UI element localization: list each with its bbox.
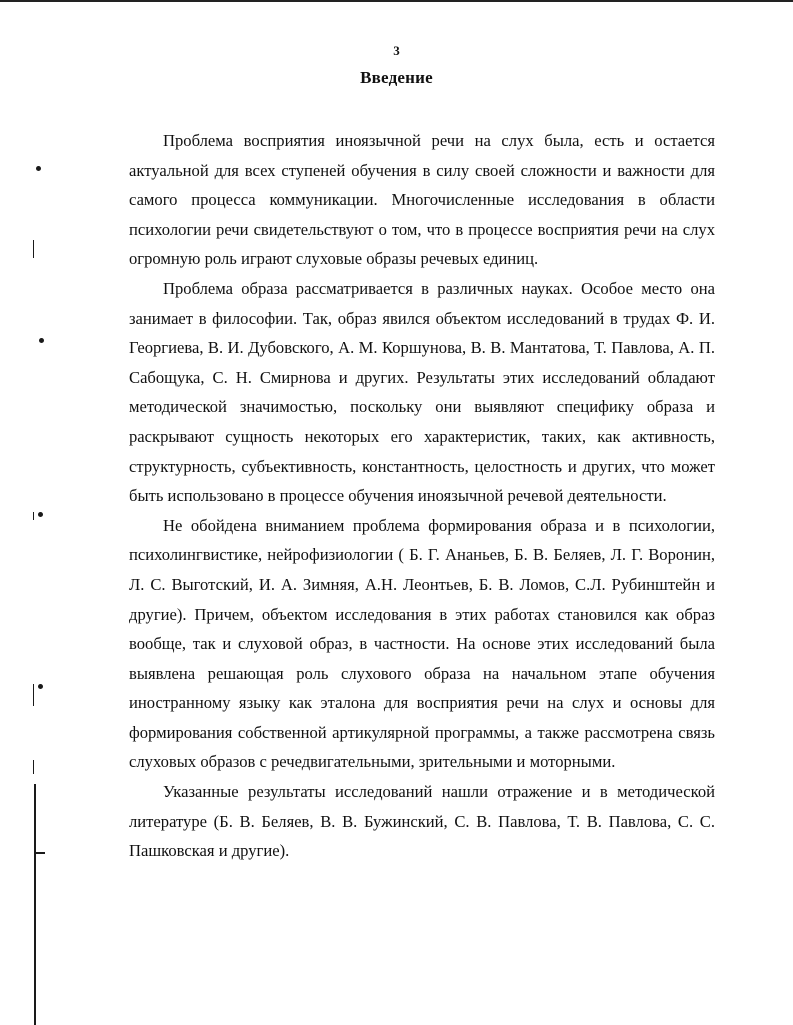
binding-hole-mark: [39, 338, 44, 343]
page-number: 3: [393, 43, 400, 58]
paragraph: Указанные результаты исследований нашли отражение и в методической литературе (Б. В. Беляев, В. В. Бужинский, С. В. Павлова, Т. В. Павлова, С. С. Пашковская и другие).: [129, 782, 715, 861]
scan-margin-line: [33, 684, 34, 706]
paragraph: Проблема восприятия иноязычной речи на слух была, есть и остается актуальной для всех ступеней обучения в силу своей сложности и важности для самого процесса коммуникации. Многочисленные исследования в области психологии речи свидетельствуют о том, что в процессе восприятия речи на слух огромную роль играют слуховые образы речевых единиц.: [129, 131, 715, 269]
scan-margin-line: [33, 240, 34, 258]
paragraph: Проблема образа рассматривается в различных науках. Особое место она занимает в философии. Так, образ явился объектом исследований в трудах Ф. И. Георгиева, В. И. Дубовского, А. М. Коршунова, В. В. Мантатова, Т. Павлова, А. П. Сабощука, С. Н. Смирнова и других. Результаты этих исследований обладают методической значимостью, поскольку они выявляют специфику образа и раскрывают сущность некоторых его характеристик, таких, как активность, структурность, субъективность, константность, целостность и других, что может быть использовано в процессе обучения иноязычной речевой деятельности.: [129, 278, 715, 506]
page-title: Введение: [360, 68, 433, 87]
scan-margin-line: [33, 760, 34, 774]
scan-margin-line: [36, 852, 45, 854]
scan-top-edge: [0, 0, 793, 2]
binding-hole-mark: [36, 166, 41, 171]
document-body: [129, 126, 715, 866]
binding-hole-mark: [38, 512, 43, 517]
scan-margin-line: [33, 512, 34, 520]
paragraph: Не обойдена вниманием проблема формирования образа и в психологии, психолингвистике, нейрофизиологии ( Б. Г. Ананьев, Б. В. Беляев, Л. Г. Воронин, Л. С. Выготский, И. А. Зимняя, А.Н. Леонтьев, Б. В. Ломов, С.Л. Рубинштейн и другие). Причем, объектом исследования в этих работах становился как образ вообще, так и слуховой образ, в частности. На основе этих исследований была выявлена решающая роль слухового образа на начальном этапе обучения иностранному языку как эталона для восприятия речи на слух и основы для формирования собственной артикулярной программы, а также рассмотрена связь слуховых образов с речедвигательными, зрительными и моторными.: [129, 515, 715, 772]
scan-margin-line: [34, 784, 36, 1025]
binding-hole-mark: [38, 684, 43, 689]
